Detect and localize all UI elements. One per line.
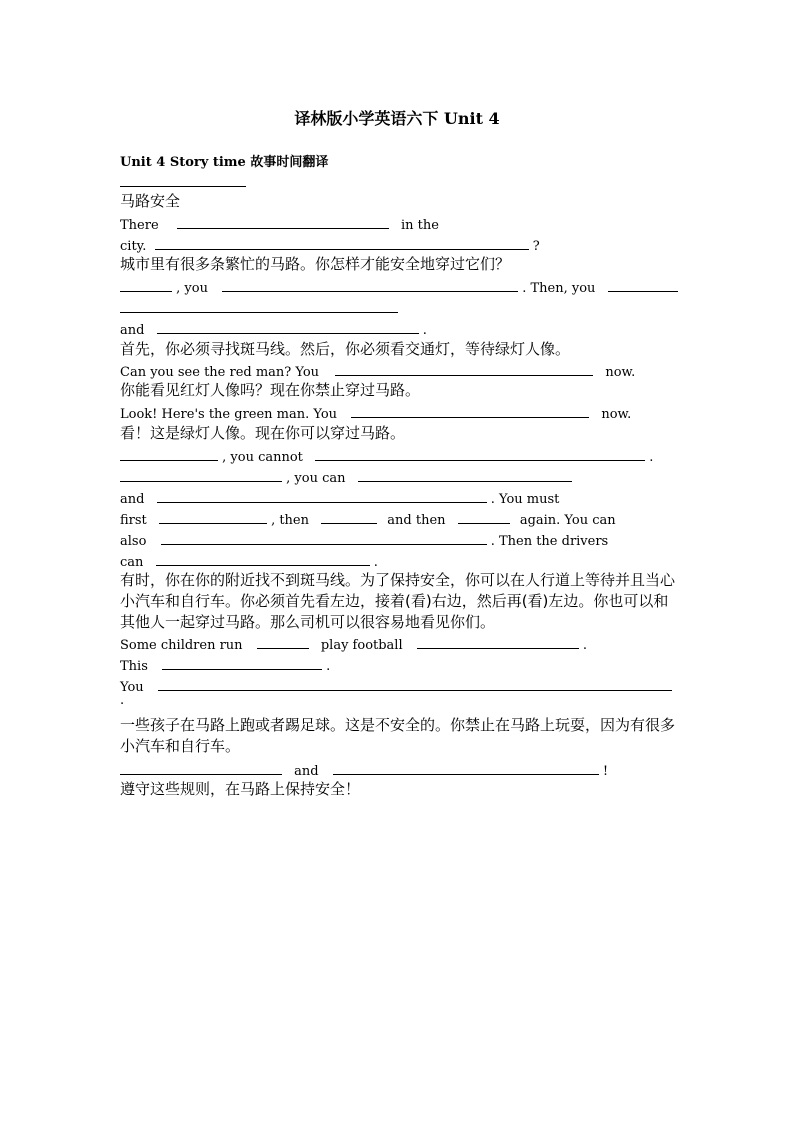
prompt-text: play football: [320, 638, 403, 653]
answer-line: [120, 172, 680, 193]
prompt-text: , you cannot: [222, 450, 303, 465]
prompt-text: .: [422, 323, 427, 338]
fill-blank[interactable]: [156, 551, 370, 566]
prompt-text: .: [326, 659, 331, 674]
fill-blank[interactable]: [335, 361, 593, 376]
prompt-text: . Then the drivers: [490, 534, 609, 549]
fill-blank[interactable]: [315, 446, 645, 461]
fill-blank[interactable]: [458, 509, 510, 524]
prompt-text: , you: [176, 281, 208, 296]
prompt-text: This: [120, 659, 148, 674]
prompt-text: Some children run: [120, 638, 243, 653]
answer-line: [120, 551, 680, 572]
fill-blank[interactable]: [120, 172, 246, 187]
answer-line: [120, 655, 680, 676]
answer-line: [120, 235, 680, 256]
answer-line: [120, 634, 680, 655]
fill-blank[interactable]: [159, 509, 267, 524]
fill-blank[interactable]: [257, 634, 309, 649]
fill-blank[interactable]: [120, 760, 282, 775]
prompt-text: .: [649, 450, 654, 465]
prompt-text: !: [602, 764, 609, 779]
translation-text: 一些孩子在马路上跑或者踢足球。这是不安全的。你禁止在马路上玩耍，因为有很多小汽车和自行车。: [120, 716, 676, 755]
prompt-text: in the: [400, 218, 439, 233]
fill-blank[interactable]: [321, 509, 377, 524]
fill-blank[interactable]: [158, 676, 672, 691]
fill-blank[interactable]: [333, 760, 599, 775]
prompt-text: You: [120, 680, 144, 695]
prompt-text: and: [294, 764, 319, 779]
answer-line: [120, 509, 680, 530]
fill-blank[interactable]: [120, 467, 282, 482]
prompt-text: . You must: [490, 492, 560, 507]
prompt-text: again. You can: [519, 513, 616, 528]
fill-blank[interactable]: [417, 634, 579, 649]
answer-line: [120, 277, 680, 298]
answer-line: [120, 446, 680, 467]
prompt-text: , then: [271, 513, 309, 528]
answer-line: [120, 214, 680, 235]
prompt-text: ?: [532, 239, 540, 254]
page-title: 译林版小学英语六下 Unit 4: [294, 109, 500, 128]
fill-blank[interactable]: [177, 214, 389, 229]
answer-line: [120, 530, 680, 551]
prompt-text: Can you see the red man? You: [120, 365, 320, 380]
answer-line: [120, 467, 680, 488]
fill-blank[interactable]: [358, 467, 572, 482]
prompt-text: can: [120, 555, 144, 570]
prompt-text: also: [120, 534, 147, 549]
fill-blank[interactable]: [157, 319, 419, 334]
answer-line: [120, 298, 680, 319]
answer-line: [120, 361, 680, 382]
translation-text: 你能看见红灯人像吗？现在你禁止穿过马路。: [120, 381, 421, 399]
fill-blank[interactable]: [608, 277, 678, 292]
answer-line: [120, 760, 680, 781]
prompt-text: . Then, you: [522, 281, 596, 296]
prompt-text: city.: [120, 239, 147, 254]
prompt-text: now.: [605, 365, 636, 380]
prompt-text: .: [582, 638, 588, 653]
prompt-text: .: [373, 555, 378, 570]
prompt-text: now.: [601, 407, 632, 422]
fill-blank[interactable]: [162, 655, 322, 670]
prompt-text: first: [120, 513, 147, 528]
prompt-text: and: [120, 492, 145, 507]
fill-blank[interactable]: [120, 446, 218, 461]
prompt-text: .: [120, 693, 125, 708]
translation-text: 首先，你必须寻找斑马线。然后，你必须看交通灯，等待绿灯人像。: [120, 340, 571, 358]
translation-text: 马路安全: [120, 192, 181, 210]
fill-blank[interactable]: [161, 530, 487, 545]
fill-blank[interactable]: [120, 298, 398, 313]
prompt-text: and: [120, 323, 145, 338]
fill-blank[interactable]: [351, 403, 589, 418]
section-subtitle: Unit 4 Story time 故事时间翻译: [120, 155, 329, 170]
fill-blank[interactable]: [157, 488, 487, 503]
answer-line: [120, 488, 680, 509]
translation-text: 有时，你在你的附近找不到斑马线。为了保持安全，你可以在人行道上等待并且当心小汽车和自行车。你必须首先看左边，接着(看)右边，然后再(看)左边。你也可以和其他人一起穿过马路。那么司机可以很容易地看见你们。: [120, 571, 676, 631]
answer-line: [120, 319, 680, 340]
translation-text: 遵守这些规则，在马路上保持安全！: [120, 780, 361, 798]
fill-blank[interactable]: [120, 277, 172, 292]
fill-blank[interactable]: [222, 277, 518, 292]
translation-text: 看！这是绿灯人像。现在你可以穿过马路。: [120, 424, 406, 442]
translation-text: 城市里有很多条繁忙的马路。你怎样才能安全地穿过它们？: [120, 255, 511, 273]
answer-line-end: [120, 694, 680, 708]
answer-line: [120, 403, 680, 424]
fill-blank[interactable]: [155, 235, 529, 250]
prompt-text: There: [120, 218, 159, 233]
prompt-text: Look! Here's the green man. You: [120, 407, 338, 422]
prompt-text: and then: [387, 513, 446, 528]
prompt-text: , you can: [286, 471, 346, 486]
